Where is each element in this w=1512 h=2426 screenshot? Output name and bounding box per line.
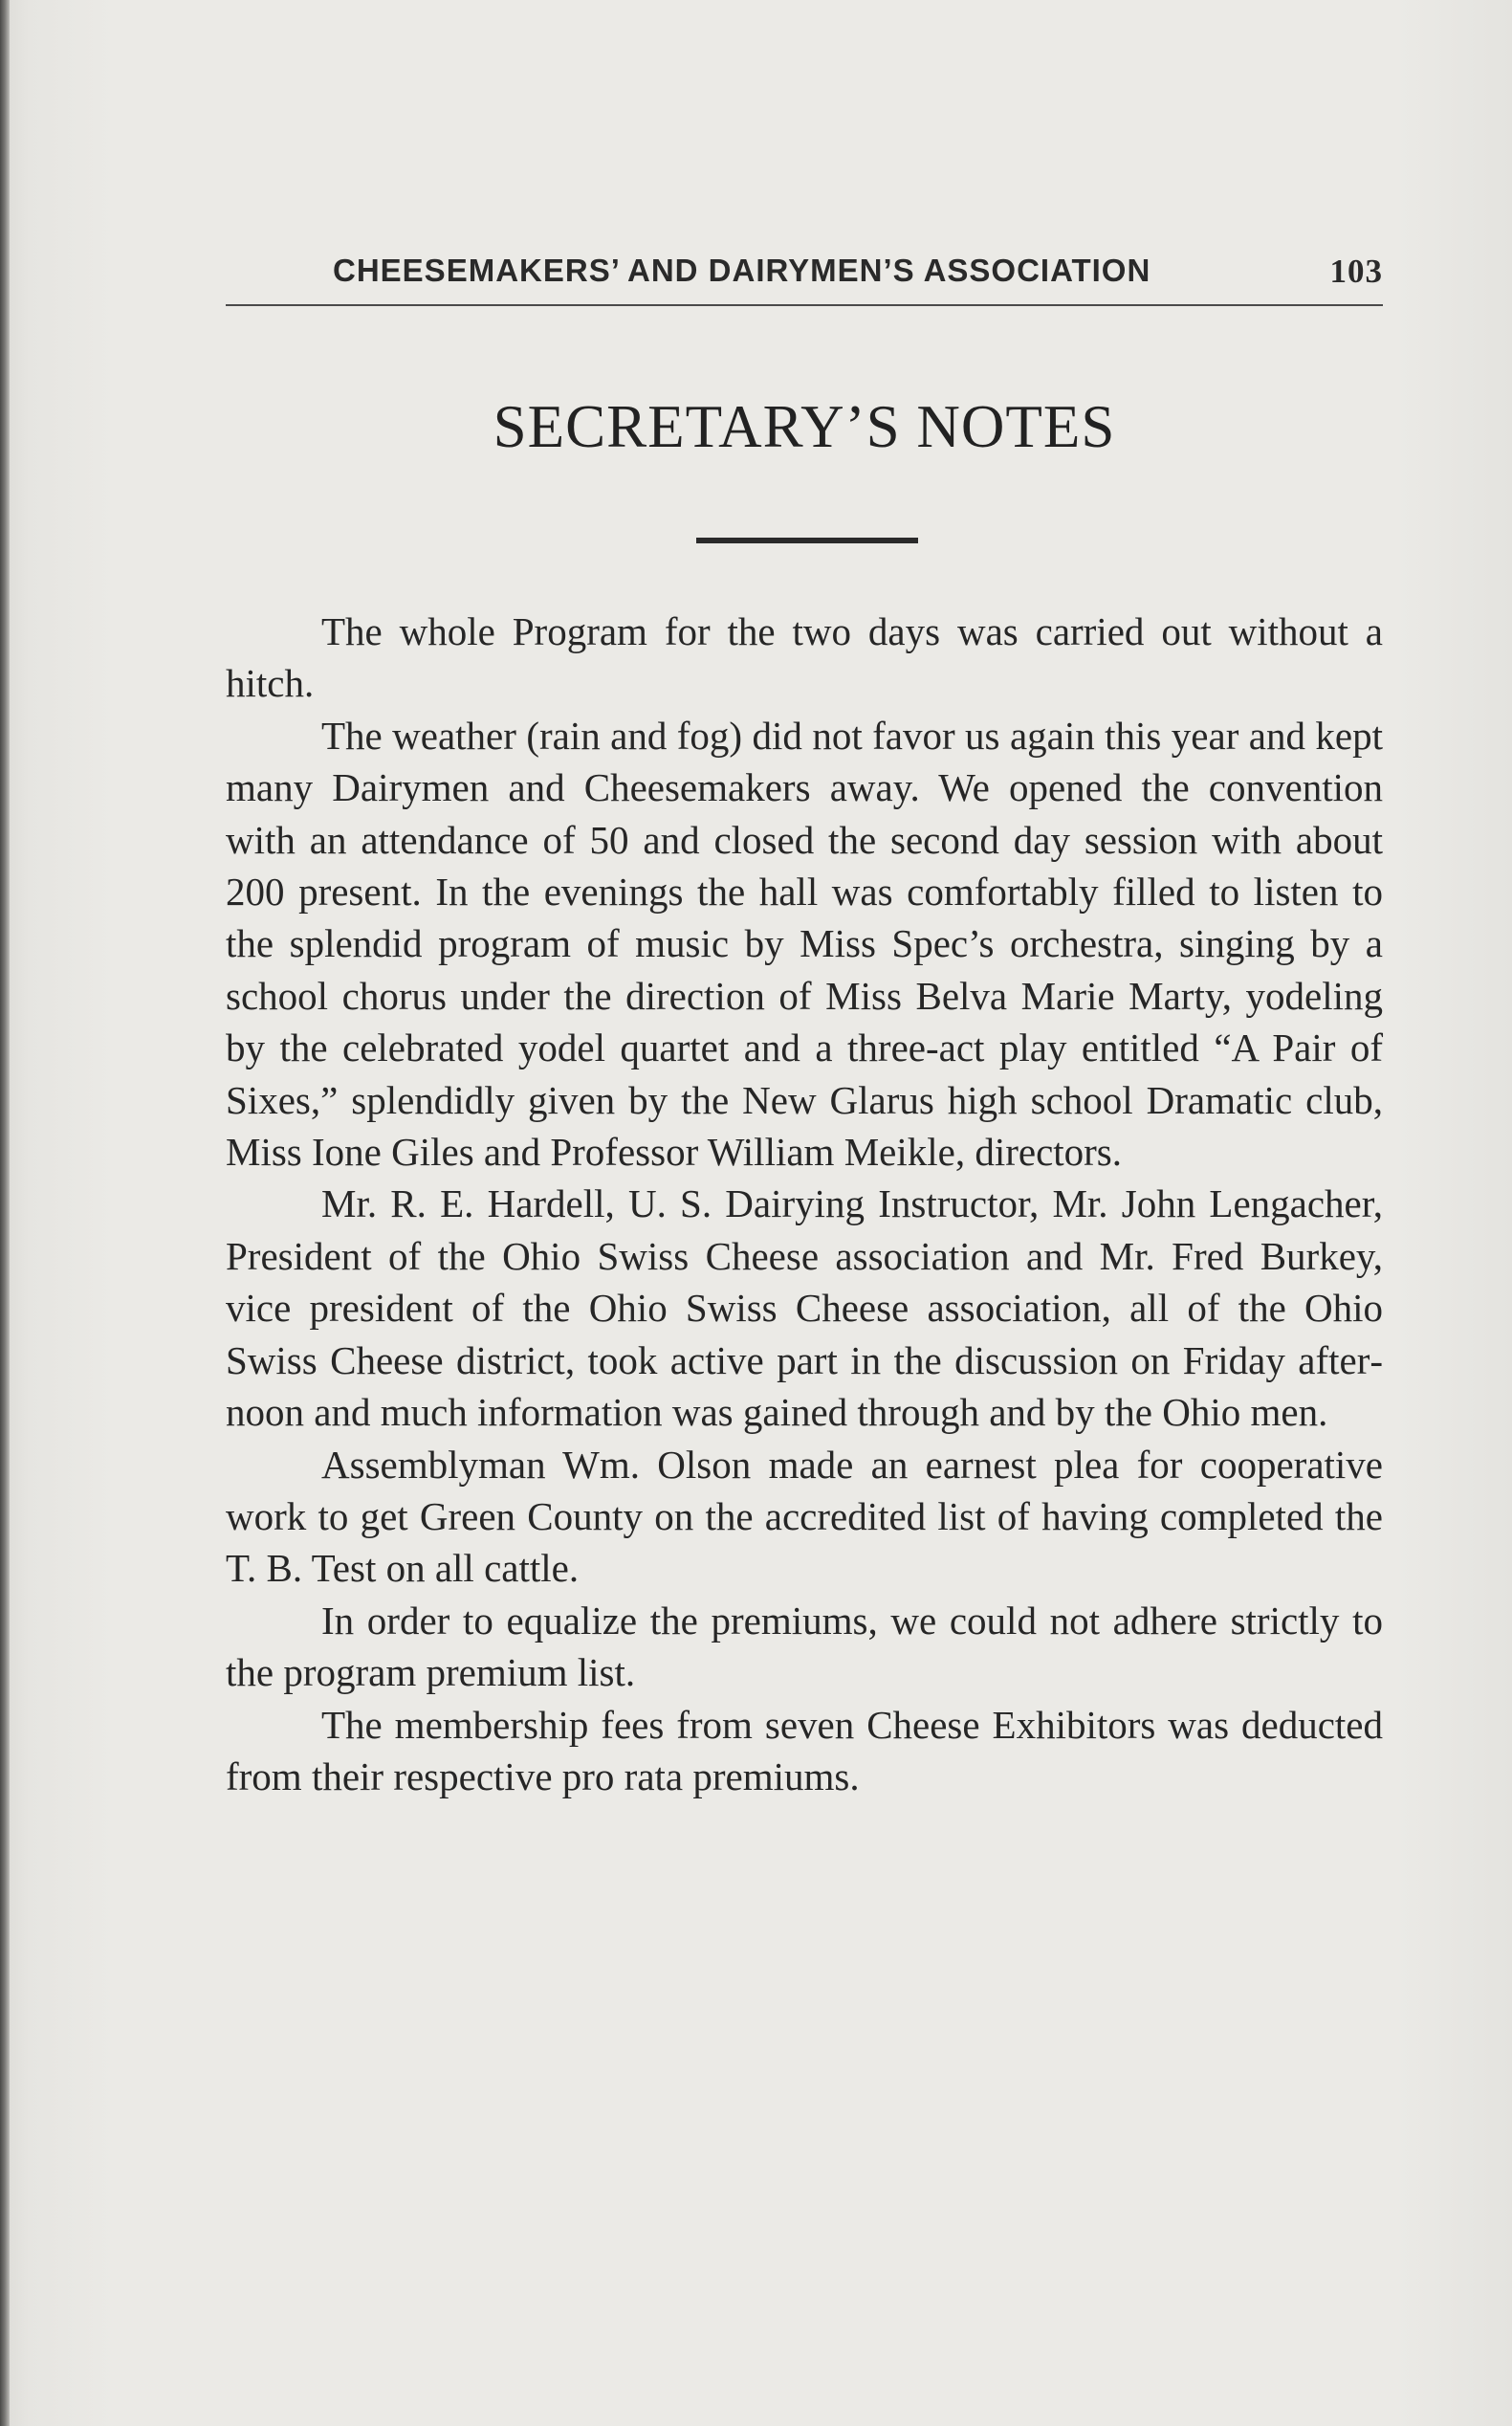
page-number: 103 bbox=[1329, 253, 1383, 290]
paragraph: In order to equalize the premiums, we could not adhere strictly to the program premium list. bbox=[226, 1598, 1383, 1695]
title-rule bbox=[696, 538, 918, 543]
paragraph: The membership fees from seven Cheese Exhibitors was deducted from their respective pro rata premiums. bbox=[226, 1702, 1383, 1798]
paragraph: Assemblyman Wm. Olson made an earnest plea for cooperative work to get Green County on the accredited list of having completed the T. B. Test on all cattle. bbox=[226, 1442, 1383, 1591]
running-title: CHEESEMAKERS’ AND DAIRYMEN’S ASSOCIATION bbox=[333, 253, 1151, 288]
running-head bbox=[226, 247, 1383, 295]
paragraph: The weather (rain and fog) did not favor us again this year and kept many Dairymen and Cheesemakers away. We opened the convention with an attendance of 50 and closed the second day session with about 200 present. In the evenings the hall was comfortably filled to listen to the splendid program of music by Miss Spec’s orchestra, singing by a school chorus under the direction of Miss Belva Marie Marty, yodeling by the celebrated yodel quartet and a three-act play entitled “A Pair of Sixes,” splendidly given by the New Glarus high school Dramatic club, Miss Ione Giles and Professor William Meikle, directors. bbox=[226, 713, 1383, 1175]
binding-edge bbox=[0, 0, 10, 2426]
section-title: SECRETARY’S NOTES bbox=[493, 393, 1116, 460]
paragraph: Mr. R. E. Hardell, U. S. Dairying Instructor, Mr. John Lengacher, President of the Ohio Swiss Cheese association and Mr. Fred Burkey, vice president of the Ohio Swiss Cheese association, all of the Ohio Swiss Cheese district, took active part in the discussion on Friday afternoon and much information was gained through and by the Ohio men. bbox=[226, 1181, 1383, 1435]
paragraph: The whole Program for the two days was carried out without a hitch. bbox=[226, 609, 1383, 706]
header-rule bbox=[226, 304, 1383, 306]
body-text bbox=[226, 606, 1383, 1802]
